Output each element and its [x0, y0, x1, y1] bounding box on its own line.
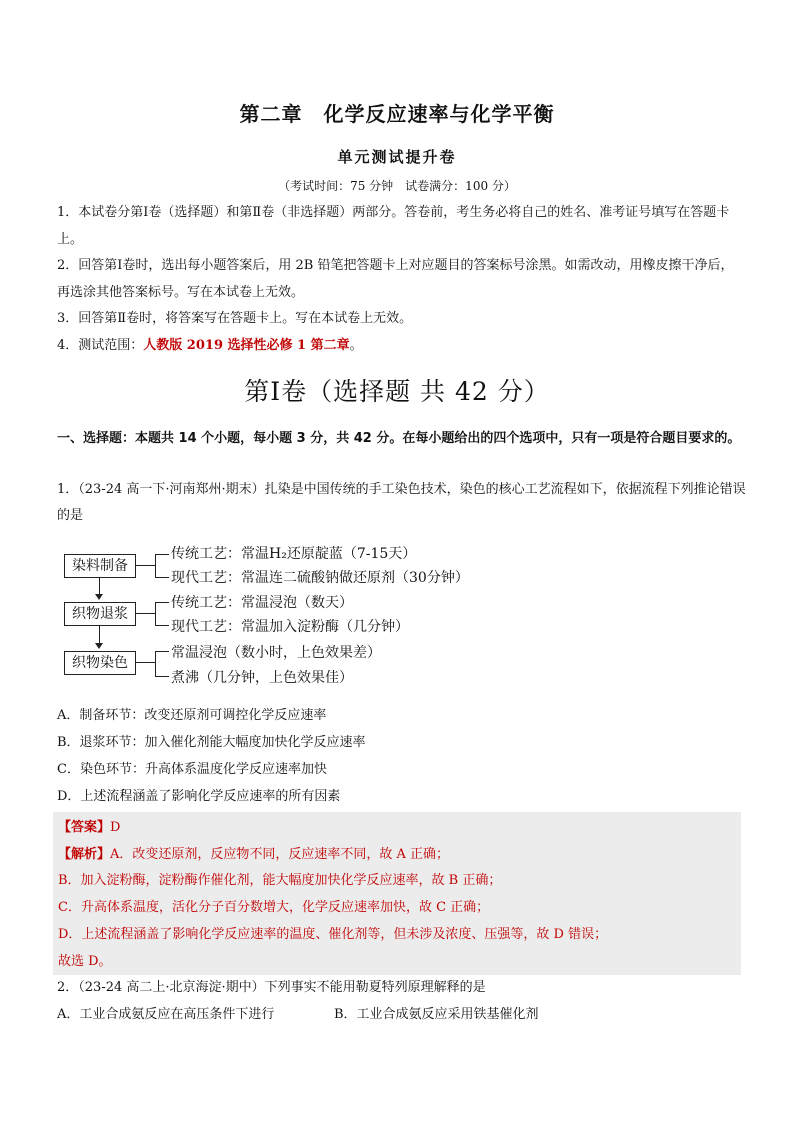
chapter-title: 第二章 化学反应速率与化学平衡 — [239, 102, 555, 126]
section-heading: 第Ⅰ卷（选择题 共 42 分） — [244, 377, 550, 406]
exam-instructions — [57, 200, 742, 359]
flow-bracket — [155, 625, 169, 626]
flow-branch-text: 传统工艺：常温浸泡（数天） — [171, 595, 353, 611]
question-2-stem: 2．（23-24 高二上·北京海淀·期中）下列事实不能用勒夏特列原理解释的是 — [57, 980, 486, 995]
section-intro: 一、选择题：本题共 14 个小题，每小题 3 分，共 42 分。在每小题给出的四个选项中，只有一项是符合题目要求的。 — [57, 431, 741, 446]
instruction-1: 1．本试卷分第Ⅰ卷（选择题）和第Ⅱ卷（非选择题）两部分。答卷前，考生务必将自己的姓名、准考证号填写在答题卡上。 — [57, 205, 730, 247]
flow-arrow — [99, 578, 100, 595]
flow-box-dyeing: 织物染色 — [64, 651, 136, 675]
flow-bracket — [155, 602, 169, 603]
answer-analysis-box — [53, 812, 741, 975]
process-flow-diagram — [57, 540, 477, 700]
q2-option-b: B．工业合成氨反应采用铁基催化剂 — [334, 1007, 539, 1022]
flow-branch-text: 现代工艺：常温连二硫酸钠做还原剂（30分钟） — [171, 570, 469, 586]
flow-bracket — [155, 676, 169, 677]
answer-label: 【答案】 — [58, 820, 111, 835]
question-2-options-row — [57, 1001, 747, 1028]
exam-timing: （考试时间：75 分钟 试卷满分：100 分） — [278, 179, 516, 193]
instruction-4 — [57, 333, 742, 360]
analysis-text-a: A．改变还原剂，反应物不同，反应速率不同，故 A 正确； — [110, 846, 450, 862]
scope-value: 人教版 2019 选择性必修 1 第二章 — [143, 337, 350, 353]
flow-bracket — [155, 651, 156, 677]
analysis-line-a — [58, 842, 738, 869]
flow-box-dye-prep: 染料制备 — [64, 554, 136, 578]
flow-branch-text: 传统工艺：常温H₂还原靛蓝（7-15天） — [171, 546, 417, 562]
instruction-2: 2．回答第Ⅰ卷时，选出每小题答案后，用 2B 铅笔把答题卡上对应题目的答案标号涂黑。如需改动，用橡皮擦干净后，再选涂其他答案标号。写在本试卷上无效。 — [57, 258, 734, 300]
flow-arrow — [99, 626, 100, 644]
exam-subtitle: 单元测试提升卷 — [337, 148, 457, 166]
option-d: D．上述流程涵盖了影响化学反应速率的所有因素 — [57, 789, 341, 804]
flow-bracket — [155, 554, 156, 578]
flow-branch-text: 煮沸（几分钟，上色效果佳） — [171, 670, 353, 686]
question-1-options — [57, 702, 747, 810]
flow-branch-text: 常温浸泡（数小时，上色效果差） — [171, 645, 381, 661]
flow-connector — [135, 613, 155, 614]
arrow-down-icon — [95, 594, 103, 600]
question-2 — [57, 974, 747, 1028]
flow-bracket — [155, 554, 169, 555]
analysis-conclusion: 故选 D。 — [58, 953, 112, 969]
answer-line — [58, 815, 738, 842]
flow-box-desizing: 织物退浆 — [64, 602, 136, 626]
option-b: B．退浆环节：加入催化剂能大幅度加快化学反应速率 — [57, 735, 366, 750]
flow-connector — [135, 565, 155, 566]
arrow-down-icon — [95, 643, 103, 649]
answer-value: D — [110, 820, 121, 835]
analysis-line-d: D．上述流程涵盖了影响化学反应速率的温度、催化剂等，但未涉及浓度、压强等，故 D 错误； — [58, 926, 608, 942]
flow-connector — [135, 662, 155, 663]
question-1-stem: 1．（23-24 高一下·河南郑州·期末）扎染是中国传统的手工染色技术，染色的核心工艺流程如下，依据流程下列推论错误的是 — [57, 482, 746, 523]
analysis-line-b: B．加入淀粉酶，淀粉酶作催化剂，能大幅度加快化学反应速率，故 B 正确； — [58, 873, 502, 889]
flow-bracket — [155, 651, 169, 652]
option-c: C．染色环节：升高体系温度化学反应速率加快 — [57, 762, 327, 777]
analysis-label: 【解析】 — [58, 846, 111, 862]
flow-bracket — [155, 577, 169, 578]
q2-option-a: A．工业合成氨反应在高压条件下进行 — [57, 1007, 275, 1022]
instruction-3: 3．回答第Ⅱ卷时，将答案写在答题卡上。写在本试卷上无效。 — [57, 311, 413, 326]
option-a: A．制备环节：改变还原剂可调控化学反应速率 — [57, 708, 327, 723]
scope-suffix: 。 — [349, 337, 363, 353]
analysis-line-c: C．升高体系温度，活化分子百分数增大，化学反应速率加快，故 C 正确； — [58, 900, 490, 916]
flow-bracket — [155, 602, 156, 626]
flow-branch-text: 现代工艺：常温加入淀粉酶（几分钟） — [171, 619, 409, 635]
scope-prefix: 4．测试范围： — [57, 337, 144, 353]
